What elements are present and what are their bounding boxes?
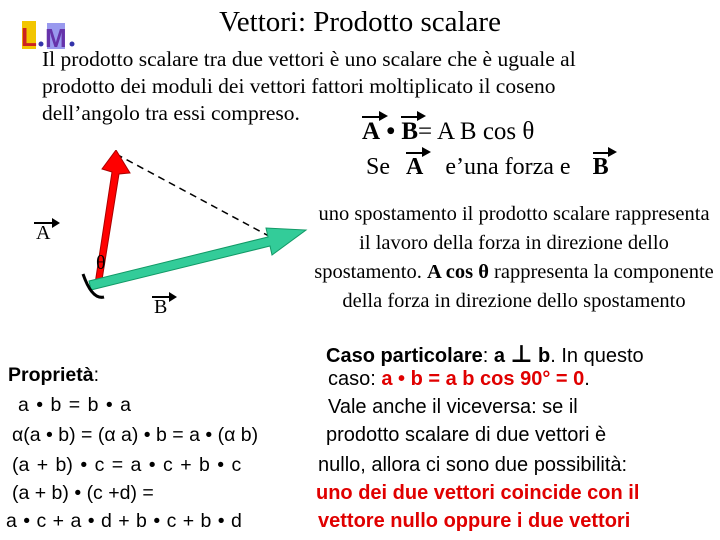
svg-text:M: M bbox=[45, 23, 67, 52]
vector-diagram bbox=[20, 150, 320, 370]
caso-vector-b: b bbox=[538, 345, 551, 367]
diagram-label-b bbox=[154, 296, 167, 319]
property-scalar-assoc: α(a • b) = (α a) • b = a • (α b) bbox=[12, 424, 259, 446]
possibilita-line: nullo, allora ci sono due possibilità: bbox=[318, 454, 628, 476]
description-part-1: uno spostamento il prodotto scalare rappresenta il lavoro della forza in direzione dello spostamento. bbox=[314, 203, 710, 283]
proprieta-heading bbox=[8, 364, 99, 387]
vector-b-symbol-2: B bbox=[592, 154, 609, 180]
caso-particolare-line bbox=[326, 340, 644, 369]
intro-line-1: Il prodotto scalare tra due vettori è uno scalare che è uguale al bbox=[42, 47, 576, 71]
intro-paragraph bbox=[42, 46, 576, 127]
property-commutative: a • b = b • a bbox=[18, 394, 131, 416]
svg-text:L: L bbox=[21, 22, 37, 52]
dot-operator: • bbox=[386, 118, 396, 145]
formula-rhs: = A B cos θ bbox=[418, 118, 535, 145]
prodotto-scalare-line: prodotto scalare di due vettori è bbox=[326, 424, 607, 446]
intro-line-2: prodotto dei moduli dei vettori fattori moltiplicato il coseno bbox=[42, 74, 556, 98]
dashed-projection-line bbox=[116, 154, 280, 242]
label-a-text: A bbox=[36, 222, 51, 244]
orthogonal-equation: a • b = a b cos 90° = 0 bbox=[381, 368, 585, 390]
caso-equation-line bbox=[328, 368, 590, 391]
red-conclusion-1: uno dei due vettori coincide con il bbox=[316, 482, 640, 504]
force-middle-text: e’una forza e bbox=[445, 154, 571, 180]
vector-b-symbol: B bbox=[401, 118, 419, 145]
caso-in-questo: . In questo bbox=[550, 345, 644, 367]
vector-b-arrow bbox=[89, 228, 306, 290]
proprieta-heading-text: Proprietà bbox=[8, 364, 94, 386]
proprieta-colon: : bbox=[93, 364, 100, 386]
page-title: Vettori: Prodotto scalare bbox=[219, 6, 501, 38]
caso-heading: Caso particolare bbox=[326, 345, 483, 367]
vector-a-symbol-2: A bbox=[406, 154, 424, 180]
red-conclusion-2: vettore nullo oppure i due vettori bbox=[318, 510, 631, 532]
property-expand-1: (a + b) • (c +d) = bbox=[12, 482, 154, 504]
viceversa-line: Vale anche il viceversa: se il bbox=[328, 396, 578, 418]
caso-word: caso: bbox=[328, 368, 382, 390]
caso-vector-a: a bbox=[493, 345, 505, 367]
caso-colon: : bbox=[482, 345, 489, 367]
diagram-label-theta: θ bbox=[96, 252, 106, 274]
intro-line-3: dell’angolo tra essi compreso. bbox=[42, 101, 300, 125]
work-description bbox=[314, 200, 714, 316]
perpendicular-symbol: ⊥ bbox=[510, 341, 533, 368]
description-part-2: rappresenta la componente della forza in direzione dello spostamento bbox=[342, 261, 714, 312]
force-definition-line bbox=[366, 154, 609, 181]
description-bold: A cos θ bbox=[426, 261, 489, 283]
label-b-text: B bbox=[154, 296, 168, 318]
dot-product-formula bbox=[362, 118, 534, 146]
vector-a-symbol: A bbox=[362, 118, 381, 145]
property-expand-2: a • c + a • d + b • c + b • d bbox=[6, 510, 242, 532]
property-distributive: (a + b) • c = a • c + b • c bbox=[12, 454, 242, 476]
se-word: Se bbox=[366, 154, 390, 180]
caso-period: . bbox=[584, 368, 590, 390]
diagram-label-a bbox=[36, 222, 50, 245]
